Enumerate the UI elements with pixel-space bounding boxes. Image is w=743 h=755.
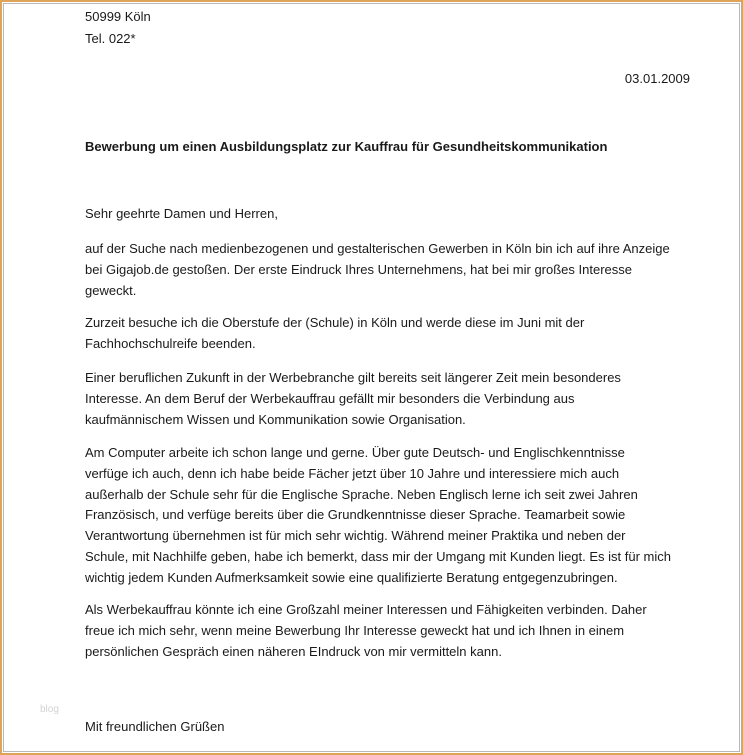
- paragraph-line: verfüge ich auch, denn ich habe beide Fächer jetzt über 10 Jahre und interessiere mich auch: [85, 465, 620, 481]
- paragraph-line: Verantwortung übernehmen ist für mich sehr wichtig. Während meiner Praktika und neben der: [85, 528, 626, 544]
- paragraph-line: wichtig jedem Kunden Aufmerksamkeit sowie eine qualifizierte Beratung entgegenzubringen.: [85, 569, 618, 585]
- letter-subject: Bewerbung um einen Ausbildungsplatz zur Kauffrau für Gesundheitskommunikation: [85, 139, 608, 154]
- sender-phone: Tel. 022*: [85, 31, 136, 46]
- paragraph-skills: [85, 443, 695, 589]
- paragraph-line: kaufmännischem Wissen und Kommunikation sowie Organisation.: [85, 411, 466, 427]
- paragraph-line: Zurzeit besuche ich die Oberstufe der (Schule) in Köln und werde diese im Juni mit der: [85, 315, 585, 330]
- paragraph-line: geweckt.: [85, 282, 137, 298]
- paragraph-line: Französisch, und verfüge bereits über die Grundkenntnisse dieser Sprache. Teamarbeit sowie: [85, 507, 626, 523]
- paragraph-line: freue ich mich sehr, wenn meine Bewerbung Ihr Interesse geweckt hat und ich Ihnen in einem: [85, 622, 625, 638]
- paragraph-line: Interesse. An dem Beruf der Werbekauffrau gefällt mir besonders die Verbindung aus: [85, 390, 575, 406]
- paragraph-line: Einer beruflichen Zukunft in der Werbebranche gilt bereits seit längerer Zeit mein besonderes: [85, 370, 621, 385]
- salutation: Sehr geehrte Damen und Herren,: [85, 206, 278, 221]
- letter-date: 03.01.2009: [624, 71, 690, 86]
- paragraph-line: Als Werbekauffrau könnte ich eine Großzahl meiner Interessen und Fähigkeiten verbinden. Daher: [85, 602, 647, 617]
- paragraph-line: Schule, mit Nachhilfe geben, habe ich bemerkt, dass mir der Umgang mit Kunden liegt. Es ist für mich: [85, 548, 671, 564]
- paragraph-conclusion: [85, 600, 695, 662]
- paragraph-school: [85, 313, 695, 355]
- paragraph-line: persönlichen Gespräch einen näheren EIndruck von mir vermitteln kann.: [85, 643, 502, 659]
- paragraph-motivation: [85, 368, 695, 430]
- sender-city: 50999 Köln: [85, 9, 151, 24]
- paragraph-line: auf der Suche nach medienbezogenen und gestalterischen Gewerben in Köln bin ich auf ihre Anzeige: [85, 241, 670, 256]
- paragraph-line: Fachhochschulreife beenden.: [85, 335, 256, 351]
- paragraph-line: Am Computer arbeite ich schon lange und gerne. Über gute Deutsch- und Englischkenntnisse: [85, 445, 625, 460]
- paragraph-line: außerhalb der Schule sehr für die Englische Sprache. Neben Englisch lerne ich seit zwei Jahren: [85, 486, 638, 502]
- paragraph-intro: [85, 239, 695, 301]
- watermark: blog: [40, 704, 59, 715]
- paragraph-line: bei Gigajob.de gestoßen. Der erste Eindruck Ihres Unternehmens, hat bei mir großes Interesse: [85, 261, 632, 277]
- closing: Mit freundlichen Grüßen: [85, 719, 225, 734]
